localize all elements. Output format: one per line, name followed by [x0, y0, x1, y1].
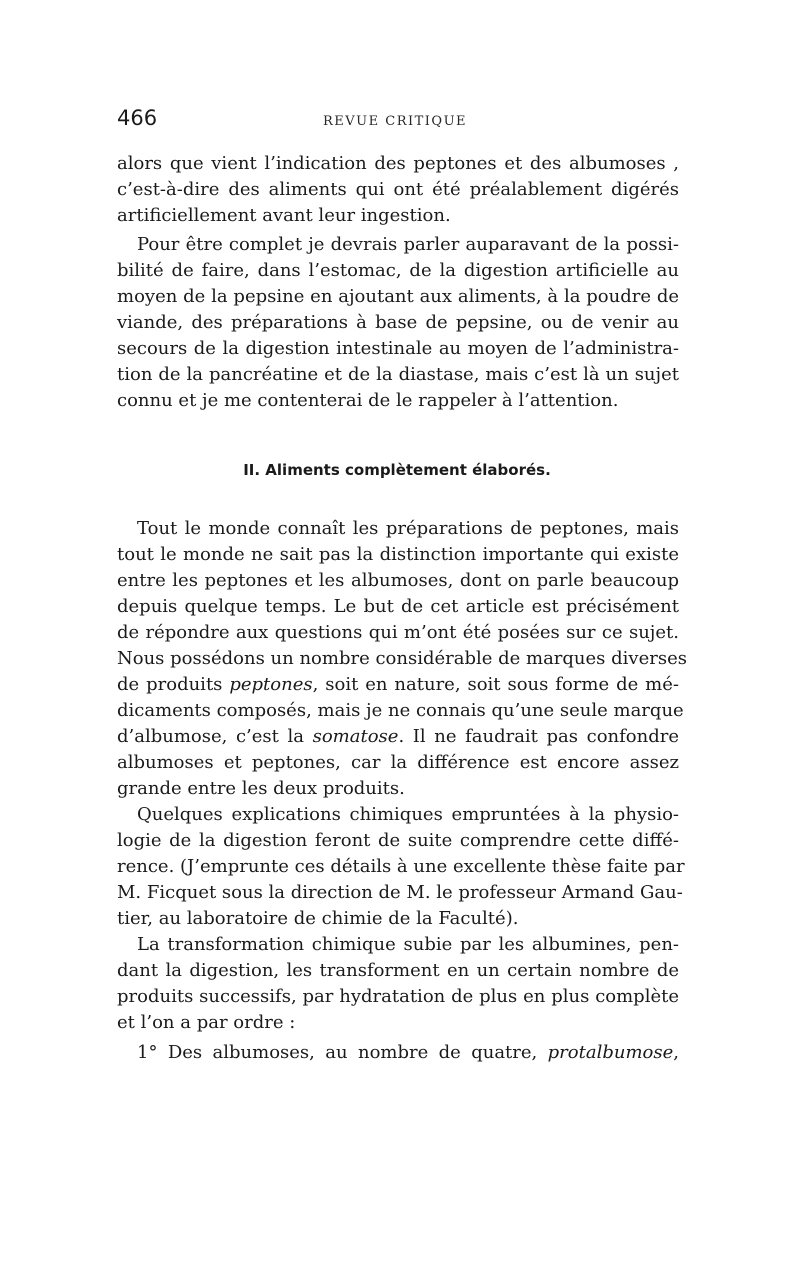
text-line: alors que vient l’indication des peptones et des albumoses ,	[117, 153, 679, 174]
text-line: logie de la digestion feront de suite comprendre cette diffé-	[117, 830, 679, 851]
italic-term: peptones	[229, 674, 313, 695]
text-segment: d’albumose, c’est la	[117, 726, 313, 747]
text-line: de répondre aux questions qui m’ont été posées sur ce sujet.	[117, 622, 679, 643]
text-line: Quelques explications chimiques empruntées à la physio-	[137, 804, 679, 825]
text-line: M. Ficquet sous la direction de M. le professeur Armand Gau-	[117, 882, 683, 903]
italic-term: protalbumose	[547, 1042, 674, 1063]
text-line: albumoses et peptones, car la différence est encore assez	[117, 752, 679, 773]
text-segment: , soit en nature, soit sous forme de mé-	[312, 674, 679, 695]
text-line: artificiellement avant leur ingestion.	[117, 205, 451, 226]
text-line: dant la digestion, les transforment en un certain nombre de	[117, 960, 679, 981]
text-line: grande entre les deux produits.	[117, 778, 405, 799]
text-line: bilité de faire, dans l’estomac, de la digestion artificielle au	[117, 260, 679, 281]
text-segment: de produits	[117, 674, 230, 695]
text-segment: ,	[673, 1042, 679, 1063]
text-line: La transformation chimique subie par les albumines, pen-	[137, 934, 679, 955]
page-header	[117, 106, 679, 136]
italic-term: somatose	[312, 726, 399, 747]
text-line: et l’on a par ordre :	[117, 1012, 296, 1033]
text-line: Nous possédons un nombre considérable de marques diverses	[117, 648, 687, 669]
text-line: Tout le monde connaît les préparations de peptones, mais	[137, 518, 679, 539]
text-line	[137, 1040, 679, 1066]
text-line: connu et je me contenterai de le rappeler à l’attention.	[117, 390, 619, 411]
text-line	[117, 672, 679, 698]
text-line: Pour être complet je devrais parler auparavant de la possi-	[137, 234, 679, 255]
text-line: dicaments composés, mais je ne connais qu’une seule marque	[117, 700, 684, 721]
text-line: produits successifs, par hydratation de plus en plus complète	[117, 986, 679, 1007]
text-line: tion de la pancréatine et de la diastase, mais c’est là un sujet	[117, 364, 679, 385]
text-line: viande, des préparations à base de pepsine, ou de venir au	[117, 312, 679, 333]
text-line: entre les peptones et les albumoses, dont on parle beaucoup	[117, 570, 679, 591]
text-line: depuis quelque temps. Le but de cet article est précisément	[117, 596, 679, 617]
text-line: tier, au laboratoire de chimie de la Faculté).	[117, 908, 519, 929]
text-segment: 1° Des albumoses, au nombre de quatre,	[137, 1042, 548, 1063]
text-line: moyen de la pepsine en ajoutant aux aliments, à la poudre de	[117, 286, 679, 307]
page-number: 466	[117, 106, 158, 130]
text-line: c’est-à-dire des aliments qui ont été préalablement digérés	[117, 179, 679, 200]
section-title	[0, 457, 800, 483]
running-title: REVUE CRITIQUE	[323, 114, 468, 129]
text-line: tout le monde ne sait pas la distinction importante qui existe	[117, 544, 679, 565]
text-line: rence. (J’emprunte ces détails à une excellente thèse faite par	[117, 856, 685, 877]
text-line: secours de la digestion intestinale au moyen de l’administra-	[117, 338, 679, 359]
text-segment: . Il ne faudrait pas confondre	[398, 726, 679, 747]
section-title-text: II. Aliments complètement élaborés.	[243, 461, 551, 479]
text-line	[117, 724, 679, 750]
